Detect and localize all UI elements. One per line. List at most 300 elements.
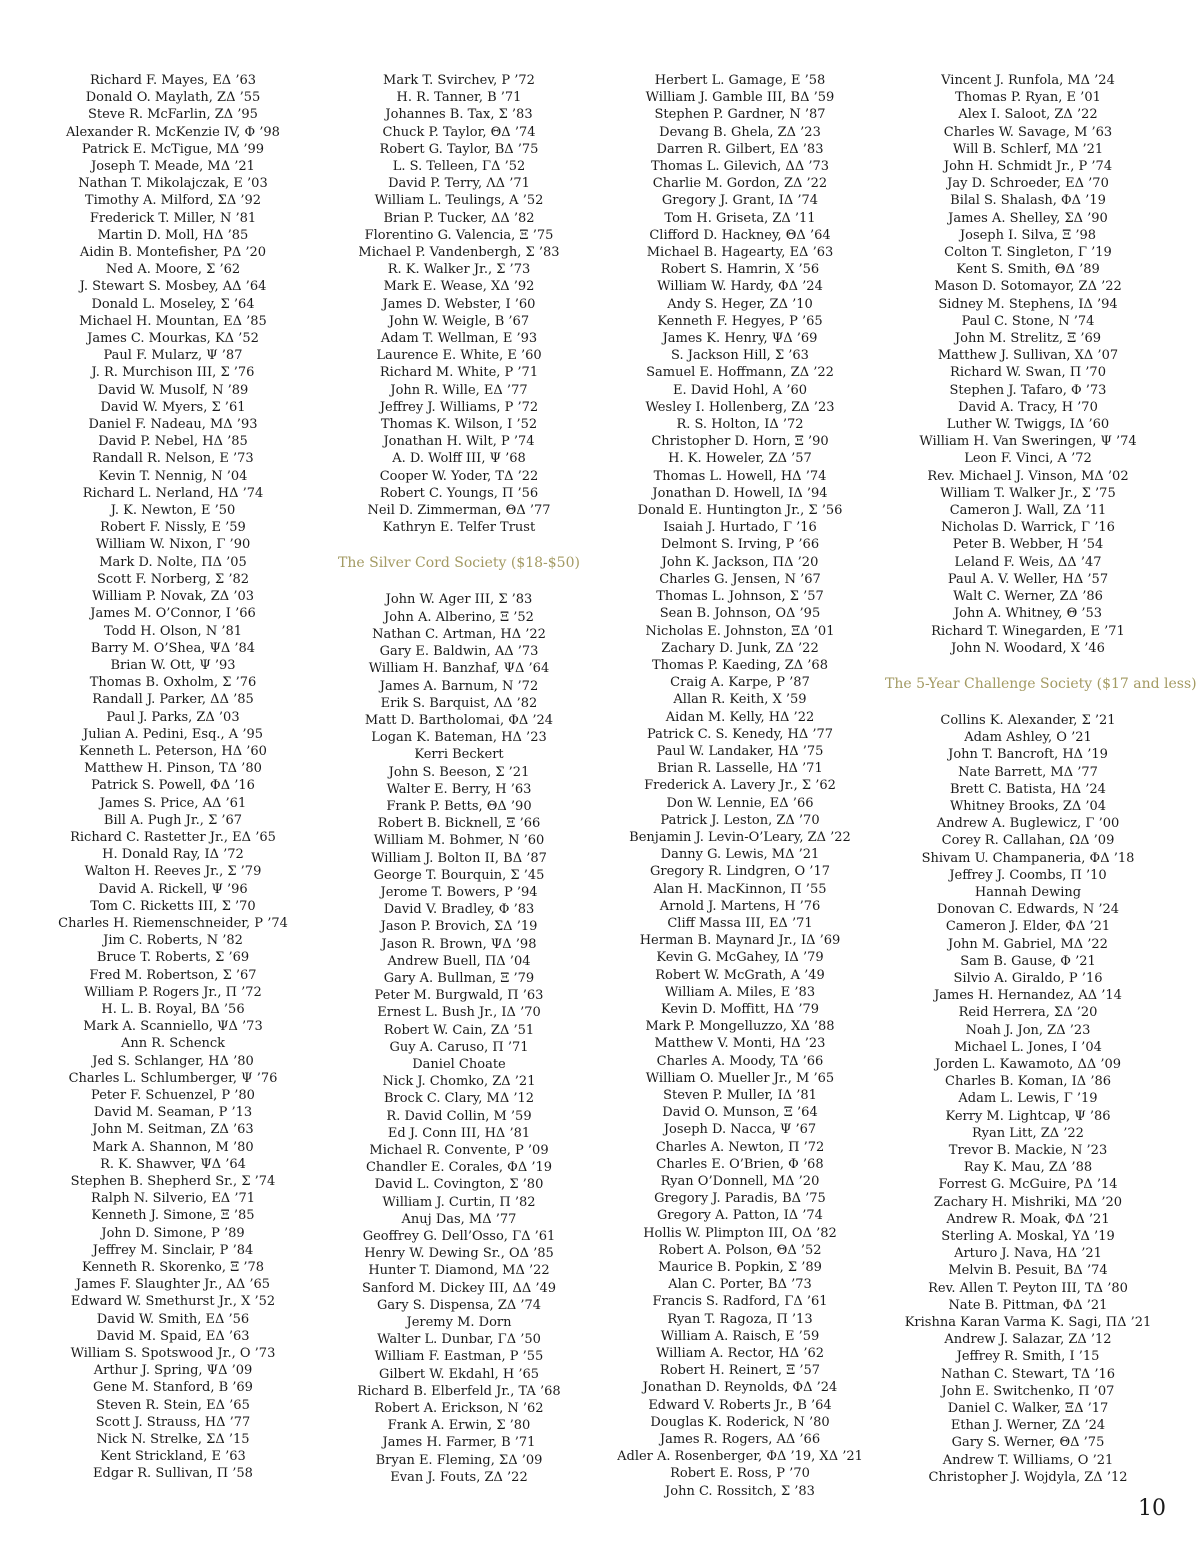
donor-name: Nicholas D. Warrick, Γ ’16 (941, 520, 1115, 536)
donor-name: Ed J. Conn III, HΔ ’81 (387, 1125, 531, 1141)
donor-name: Gregory J. Grant, IΔ ’74 (661, 193, 819, 209)
donor-name: John A. Whitney, Θ ’53 (953, 606, 1103, 622)
donor-name: Tom H. Griseta, ZΔ ’11 (664, 210, 816, 226)
donor-name: Ernest L. Bush Jr., IΔ ’70 (377, 1005, 541, 1021)
donor-name: Alan H. MacKinnon, Π ’55 (653, 881, 827, 897)
donor-name: Andrew R. Moak, ΦΔ ’21 (946, 1211, 1110, 1227)
donor-name: Francis S. Radford, ΓΔ ’61 (652, 1294, 828, 1310)
donor-name: Andrew Buell, ΠΔ ’04 (387, 953, 531, 969)
donor-name: Logan K. Bateman, HΔ ’23 (371, 730, 547, 746)
donor-name: James S. Price, AΔ ’61 (99, 795, 247, 811)
donor-name: Walter E. Berry, H ’63 (386, 781, 532, 797)
donor-name: William F. Eastman, P ’55 (374, 1349, 544, 1365)
donor-name: Clifford D. Hackney, ΘΔ ’64 (649, 227, 831, 243)
donor-name: Joseph T. Meade, MΔ ’21 (91, 159, 255, 175)
donor-name: Jeremy M. Dorn (406, 1315, 512, 1331)
donor-name: James H. Farmer, B ’71 (382, 1435, 536, 1451)
donor-name: Maurice B. Popkin, Σ ’89 (658, 1260, 822, 1276)
donor-name: Daniel Choate (412, 1056, 506, 1072)
donor-name: Arnold J. Martens, H ’76 (659, 898, 821, 914)
donor-name: Michael P. Vandenbergh, Σ ’83 (358, 245, 560, 261)
donor-name: Jeffrey J. Williams, P ’72 (379, 399, 539, 415)
donor-name: Kenneth F. Hegyes, P ’65 (657, 313, 823, 329)
donor-name: R. K. Shawver, ΨΔ ’64 (100, 1156, 246, 1172)
donor-name: Jason P. Brovich, ΣΔ ’19 (380, 919, 538, 935)
donor-name: Sidney M. Stephens, IΔ ’94 (938, 296, 1118, 312)
donor-name: Charles L. Schlumberger, Ψ ’76 (68, 1070, 278, 1086)
donor-name: David A. Rickell, Ψ ’96 (98, 881, 248, 897)
donor-name: James A. Shelley, ΣΔ ’90 (948, 210, 1108, 226)
donor-name: Steven P. Muller, IΔ ’81 (663, 1087, 817, 1103)
donor-name: Jim C. Roberts, N ’82 (103, 933, 243, 949)
donor-name: Chandler E. Corales, ΦΔ ’19 (365, 1160, 553, 1176)
donor-name: Thomas K. Wilson, I ’52 (380, 417, 538, 433)
donor-name: William O. Mueller Jr., M ’65 (645, 1070, 835, 1086)
donor-name: Robert A. Erickson, N ’62 (374, 1401, 544, 1417)
donor-name: Nick J. Chomko, ZΔ ’21 (382, 1074, 536, 1090)
donor-name: Robert F. Nissly, E ’59 (100, 520, 246, 536)
donor-name: Silvio A. Giraldo, P ’16 (953, 970, 1103, 986)
donor-name: Christopher D. Horn, Ξ ’90 (651, 434, 829, 450)
donor-name: R. S. Holton, IΔ ’72 (676, 417, 804, 433)
donor-name: Christopher J. Wojdyla, ZΔ ’12 (928, 1469, 1128, 1485)
donor-name: David W. Musolf, N ’89 (97, 382, 249, 398)
donor-name: Thomas L. Howell, HΔ ’74 (653, 468, 827, 484)
donor-name: Robert W. McGrath, A ’49 (655, 967, 825, 983)
donor-name: Edgar R. Sullivan, Π ’58 (93, 1466, 253, 1482)
donor-name: Ralph N. Silverio, EΔ ’71 (90, 1191, 256, 1207)
donor-name: Melvin B. Pesuit, BΔ ’74 (948, 1263, 1108, 1279)
donor-name: Corey R. Callahan, ΩΔ ’09 (941, 833, 1115, 849)
donor-name: Charles A. Newton, Π ’72 (655, 1139, 825, 1155)
donor-name: Whitney Brooks, ZΔ ’04 (949, 798, 1107, 814)
donor-name: Timothy A. Milford, ΣΔ ’92 (84, 193, 262, 209)
donor-name: David W. Myers, Σ ’61 (100, 399, 246, 415)
donor-name: Aidan M. Kelly, HΔ ’22 (665, 709, 815, 725)
donor-name: H. K. Howeler, ZΔ ’57 (668, 451, 812, 467)
donor-name: Jed S. Schlanger, HΔ ’80 (92, 1053, 254, 1069)
donor-name: Adler A. Rosenberger, ΦΔ ’19, XΔ ’21 (617, 1449, 863, 1465)
donor-name: Richard C. Rastetter Jr., EΔ ’65 (70, 829, 276, 845)
donor-name: Brian P. Tucker, ΔΔ ’82 (383, 210, 535, 226)
donor-name: Nathan C. Stewart, TΔ ’16 (941, 1366, 1115, 1382)
donor-name: Thomas P. Kaeding, ZΔ ’68 (652, 657, 828, 673)
donor-name: Leland F. Weis, ΔΔ ’47 (954, 554, 1102, 570)
donor-name: Nate Barrett, MΔ ’77 (958, 764, 1098, 780)
donor-name: John K. Jackson, ΠΔ ’20 (661, 554, 819, 570)
donor-name: Benjamin J. Levin-O’Leary, ZΔ ’22 (629, 829, 851, 845)
donor-name: Todd H. Olson, N ’81 (104, 623, 242, 639)
donor-name: Thomas B. Oxholm, Σ ’76 (89, 675, 257, 691)
donor-name: James A. Barnum, N ’72 (379, 678, 539, 694)
donor-name: David M. Seaman, P ’13 (93, 1105, 253, 1121)
donor-name: Colton T. Singleton, Γ ’19 (944, 245, 1112, 261)
donor-name: Charles H. Riemenschneider, P ’74 (58, 915, 288, 931)
donor-name: Jason R. Brown, ΨΔ ’98 (381, 936, 537, 952)
donor-name: Ann R. Schenck (120, 1036, 226, 1052)
donor-name: Gary S. Werner, ΘΔ ’75 (951, 1435, 1105, 1451)
donor-name: Evan J. Fouts, ZΔ ’22 (390, 1469, 528, 1485)
donor-name: Kerri Beckert (414, 747, 504, 763)
donor-name: J. R. Murchison III, Σ ’76 (91, 365, 255, 381)
donor-name: Frederick A. Lavery Jr., Σ ’62 (644, 778, 836, 794)
donor-name: William A. Miles, E ’83 (664, 984, 816, 1000)
donor-name: Michael L. Jones, I ’04 (954, 1039, 1102, 1055)
donor-name: Walter L. Dunbar, ΓΔ ’50 (377, 1332, 541, 1348)
donor-name: Jay D. Schroeder, EΔ ’70 (947, 176, 1109, 192)
donor-name: Kent S. Smith, ΘΔ ’89 (956, 262, 1100, 278)
donor-name: Kenneth J. Simone, Ξ ’85 (91, 1208, 255, 1224)
donor-name: Charles A. Moody, TΔ ’66 (656, 1053, 824, 1069)
donor-column-2 (335, 72, 583, 1486)
donor-name: Cooper W. Yoder, TΔ ’22 (379, 468, 539, 484)
donor-name: Mark T. Svirchev, P ’72 (383, 73, 535, 88)
donor-name: Bruce T. Roberts, Σ ’69 (96, 950, 250, 966)
donor-name: Gary E. Baldwin, AΔ ’73 (379, 644, 539, 660)
donor-name: Paul F. Mularz, Ψ ’87 (103, 348, 243, 364)
donor-name: John M. Seitman, ZΔ ’63 (92, 1122, 254, 1138)
donor-name: Mason D. Sotomayor, ZΔ ’22 (934, 279, 1122, 295)
donor-name: William H. Van Sweringen, Ψ ’74 (919, 434, 1137, 450)
donor-name: Robert H. Reinert, Ξ ’57 (659, 1363, 821, 1379)
donor-name: Daniel C. Walker, ΞΔ ’17 (947, 1401, 1109, 1417)
donor-name: David M. Spaid, EΔ ’63 (96, 1328, 250, 1344)
donor-name: Edward W. Smethurst Jr., X ’52 (70, 1294, 276, 1310)
donor-name: Matthew J. Sullivan, XΔ ’07 (937, 348, 1119, 364)
donor-list-col2-top (335, 72, 583, 536)
donor-name: Charles G. Jensen, N ’67 (659, 571, 821, 587)
donor-name: Arthur J. Spring, ΨΔ ’09 (93, 1363, 253, 1379)
donor-name: Alexander R. McKenzie IV, Φ ’98 (66, 124, 280, 140)
donor-name: Charles B. Koman, IΔ ’86 (945, 1074, 1111, 1090)
donor-name: John R. Wille, EΔ ’77 (390, 382, 528, 398)
donor-name: Gary S. Dispensa, ZΔ ’74 (376, 1297, 542, 1313)
donor-name: William M. Bohmer, N ’60 (373, 833, 545, 849)
donor-name: Martin D. Moll, HΔ ’85 (97, 227, 249, 243)
donor-name: R. K. Walker Jr., Σ ’73 (387, 262, 531, 278)
donor-name: Shivam U. Champaneria, ΦΔ ’18 (921, 850, 1135, 866)
donor-name: J. Stewart S. Mosbey, AΔ ’64 (79, 279, 267, 295)
donor-name: Zachary H. Mishriki, MΔ ’20 (933, 1194, 1123, 1210)
donor-name: John N. Woodard, X ’46 (951, 640, 1105, 656)
donor-name: Anuj Das, MΔ ’77 (401, 1211, 517, 1227)
donor-name: H. L. B. Royal, BΔ ’56 (101, 1001, 245, 1017)
donor-name: Jerome T. Bowers, P ’94 (380, 884, 538, 900)
donor-name: David P. Nebel, HΔ ’85 (98, 434, 248, 450)
donor-name: Frank A. Erwin, Σ ’80 (387, 1418, 531, 1434)
donor-name: William S. Spotswood Jr., O ’73 (70, 1346, 276, 1362)
donor-name: Peter B. Webber, H ’54 (952, 537, 1104, 553)
donor-name: Frederick T. Miller, N ’81 (89, 210, 257, 226)
donor-name: S. Jackson Hill, Σ ’63 (671, 348, 809, 364)
donor-name: Wesley I. Hollenberg, ZΔ ’23 (645, 399, 835, 415)
donor-name: John T. Bancroft, HΔ ’19 (948, 747, 1108, 763)
donor-name: Nathan T. Mikolajczak, E ’03 (78, 176, 268, 192)
donor-name: Nathan C. Artman, HΔ ’22 (372, 626, 546, 642)
donor-name: Stephen P. Gardner, N ’87 (654, 107, 826, 123)
donor-name: Randall J. Parker, ΔΔ ’85 (92, 692, 254, 708)
donor-name: H. R. Tanner, B ’71 (396, 90, 522, 106)
donor-name: Adam T. Wellman, E ’93 (380, 331, 538, 347)
donor-name: Richard M. White, P ’71 (379, 365, 539, 381)
donor-name: Kent Strickland, E ’63 (100, 1449, 246, 1465)
donor-name: John E. Switchenko, Π ’07 (941, 1383, 1115, 1399)
donor-name: John W. Ager III, Σ ’83 (385, 592, 533, 608)
donor-name: Brian R. Lasselle, HΔ ’71 (657, 761, 823, 777)
donor-name: Laurence E. White, E ’60 (376, 348, 542, 364)
five-year-challenge-society-heading: The 5-Year Challenge Society ($17 and less) (885, 675, 1197, 692)
donor-name: Cliff Massa III, EΔ ’71 (667, 915, 813, 931)
donor-name: Brian W. Ott, Ψ ’93 (110, 657, 236, 673)
donor-name: Will B. Schlerf, MΔ ’21 (952, 141, 1104, 157)
donor-name: William H. Banzhaf, ΨΔ ’64 (368, 661, 550, 677)
donor-name: Daniel F. Nadeau, MΔ ’93 (88, 417, 258, 433)
donor-name: Robert G. Taylor, BΔ ’75 (379, 141, 539, 157)
donor-name: Guy A. Caruso, Π ’71 (389, 1039, 529, 1055)
donor-name: Michael B. Hagearty, EΔ ’63 (646, 245, 834, 261)
donor-name: Florentino G. Valencia, Ξ ’75 (364, 227, 554, 243)
donor-name: Forrest G. McGuire, PΔ ’14 (938, 1177, 1118, 1193)
donor-name: James R. Rogers, AΔ ’66 (659, 1432, 821, 1448)
donor-name: John M. Gabriel, MΔ ’22 (948, 936, 1108, 952)
donor-name: Krishna Karan Varma K. Sagi, ΠΔ ’21 (904, 1315, 1152, 1331)
donor-list-col2-bottom (335, 591, 583, 1486)
donor-name: Gilbert W. Ekdahl, H ’65 (378, 1366, 540, 1382)
donor-name: Peter F. Schuenzel, P ’80 (91, 1087, 255, 1103)
donor-name: Brett C. Batista, HΔ ’24 (950, 781, 1106, 797)
donor-name: Gregory A. Patton, IΔ ’74 (657, 1208, 823, 1224)
donor-name: Mark A. Scanniello, ΨΔ ’73 (83, 1019, 263, 1035)
donor-name: Paul A. V. Weller, HΔ ’57 (947, 571, 1109, 587)
donor-name: Delmont S. Irving, P ’66 (660, 537, 820, 553)
donor-name: Charlie M. Gordon, ZΔ ’22 (652, 176, 828, 192)
donor-name: Robert W. Cain, ZΔ ’51 (383, 1022, 535, 1038)
donor-name: Darren R. Gilbert, EΔ ’83 (656, 141, 824, 157)
donor-name: Noah J. Jon, ZΔ ’23 (965, 1022, 1091, 1038)
silver-cord-society-heading: The Silver Cord Society ($18-$50) (338, 555, 580, 572)
donor-name: William W. Hardy, ΦΔ ’24 (657, 279, 823, 295)
donor-name: Jeffrey R. Smith, I ’15 (956, 1349, 1100, 1365)
donor-name: David L. Covington, Σ ’80 (374, 1177, 544, 1193)
donor-name: Kenneth R. Skorenko, Ξ ’78 (81, 1260, 265, 1276)
donor-name: Patrick J. Leston, ZΔ ’70 (660, 812, 820, 828)
donor-column-1 (48, 72, 298, 1483)
donor-name: William J. Curtin, Π ’82 (382, 1194, 536, 1210)
donor-name: L. S. Telleen, ΓΔ ’52 (392, 159, 526, 175)
donor-name: Stephen B. Shepherd Sr., Σ ’74 (70, 1174, 276, 1189)
donor-name: William W. Nixon, Γ ’90 (95, 537, 251, 553)
donor-name: Andy S. Heger, ZΔ ’10 (667, 296, 813, 312)
donor-name: Kerry M. Lightcap, Ψ ’86 (945, 1108, 1111, 1124)
donor-name: Gregory R. Lindgren, O ’17 (649, 864, 830, 880)
donor-column-4 (885, 72, 1197, 1486)
donor-name: Hunter T. Diamond, MΔ ’22 (368, 1263, 550, 1279)
donor-name: Devang B. Ghela, ZΔ ’23 (659, 124, 821, 140)
donor-name: Arturo J. Nava, HΔ ’21 (954, 1246, 1102, 1262)
donor-name: Richard T. Winegarden, E ’71 (931, 623, 1125, 639)
donor-name: Sterling A. Moskal, YΔ ’19 (941, 1229, 1115, 1244)
donor-name: Nicholas E. Johnston, ΞΔ ’01 (645, 623, 835, 639)
donor-name: John W. Weigle, B ’67 (388, 313, 530, 329)
donor-name: Gary A. Bullman, Ξ ’79 (383, 970, 535, 986)
donor-name: Leon F. Vinci, A ’72 (964, 451, 1092, 467)
donor-name: Don W. Lennie, EΔ ’66 (666, 795, 814, 811)
donor-name: Robert A. Polson, ΘΔ ’52 (658, 1242, 822, 1258)
donor-name: Charles E. O’Brien, Φ ’68 (656, 1156, 824, 1172)
donor-name: Michael R. Convente, P ’09 (369, 1142, 549, 1158)
donor-name: Kenneth L. Peterson, HΔ ’60 (79, 743, 267, 759)
donor-name: Mark E. Wease, XΔ ’92 (383, 279, 535, 295)
donor-name: E. David Hohl, A ’60 (672, 382, 808, 398)
donor-name: Ethan J. Werner, ZΔ ’24 (950, 1418, 1106, 1434)
donor-name: Donald L. Moseley, Σ ’64 (91, 296, 255, 312)
donor-name: Trevor B. Mackie, N ’23 (948, 1142, 1108, 1158)
donor-name: William A. Raisch, E ’59 (660, 1328, 820, 1344)
donor-name: Steven R. Stein, EΔ ’65 (96, 1397, 250, 1413)
donor-name: Kevin G. McGahey, IΔ ’79 (656, 950, 824, 966)
donor-name: Jeffrey M. Sinclair, P ’84 (92, 1242, 254, 1258)
donor-name: Bill A. Pugh Jr., Σ ’67 (103, 812, 243, 828)
donor-name: Zachary D. Junk, ZΔ ’22 (661, 640, 819, 656)
donor-name: Ryan T. Ragoza, Π ’13 (667, 1311, 813, 1327)
donor-name: John C. Rossitch, Σ ’83 (665, 1483, 815, 1499)
donor-name: John H. Schmidt Jr., P ’74 (943, 159, 1113, 175)
donor-name: James M. O’Connor, I ’66 (90, 606, 256, 622)
donor-name: Allan R. Keith, X ’59 (673, 692, 807, 708)
donor-name: Donovan C. Edwards, N ’24 (936, 902, 1120, 918)
donor-name: William J. Gamble III, BΔ ’59 (645, 90, 835, 106)
donor-name: Fred M. Robertson, Σ ’67 (89, 967, 257, 983)
donor-name: William P. Rogers Jr., Π ’72 (84, 984, 262, 1000)
donor-name: Erik S. Barquist, ΛΔ ’82 (380, 695, 538, 711)
donor-name: Ryan Litt, ZΔ ’22 (972, 1125, 1084, 1141)
donor-name: Robert E. Ross, P ’70 (670, 1466, 810, 1482)
donor-name: Andrew A. Buglewicz, Γ ’00 (936, 816, 1120, 832)
donor-name: George T. Bourquin, Σ ’45 (373, 867, 545, 883)
donor-name: Thomas P. Ryan, E ’01 (955, 90, 1101, 106)
donor-name: Matthew V. Monti, HΔ ’23 (654, 1036, 826, 1052)
donor-name: Walton H. Reeves Jr., Σ ’79 (84, 864, 262, 880)
donor-name: Scott F. Norberg, Σ ’82 (96, 571, 250, 587)
donor-name: Nick N. Strelke, ΣΔ ’15 (96, 1432, 250, 1448)
donor-name: John M. Strelitz, Ξ ’69 (954, 331, 1102, 347)
donor-name: Jonathan H. Wilt, P ’74 (383, 434, 535, 450)
donor-name: James F. Slaughter Jr., AΔ ’65 (75, 1277, 271, 1293)
donor-name: Aidin B. Montefisher, PΔ ’20 (79, 245, 267, 261)
donor-name: Mark P. Mongelluzzo, XΔ ’88 (645, 1019, 835, 1035)
donor-name: Jonathan D. Reynolds, ΦΔ ’24 (642, 1380, 838, 1396)
donor-name: Gregory J. Paradis, BΔ ’75 (654, 1191, 826, 1207)
donor-name: William P. Novak, ZΔ ’03 (91, 589, 255, 605)
donor-name: Steve R. McFarlin, ZΔ ’95 (88, 107, 258, 123)
donor-name: Craig A. Karpe, P ’87 (670, 675, 810, 691)
donor-name: Thomas L. Gilevich, ΔΔ ’73 (650, 159, 830, 175)
donor-name: Thomas L. Johnson, Σ ’57 (656, 589, 824, 605)
donor-name: Donald O. Maylath, ZΔ ’55 (85, 90, 261, 106)
donor-name: Robert C. Youngs, Π ’56 (379, 485, 539, 501)
donor-name: James C. Mourkas, KΔ ’52 (87, 331, 259, 347)
donor-name: Mark A. Shannon, M ’80 (92, 1139, 254, 1155)
donor-name: Herbert L. Gamage, E ’58 (654, 73, 826, 88)
donor-name: Danny G. Lewis, MΔ ’21 (660, 847, 820, 863)
donor-name: Reid Herrera, ΣΔ ’20 (958, 1005, 1098, 1021)
donor-name: John S. Beeson, Σ ’21 (388, 764, 530, 780)
donor-name: Nate B. Pittman, ΦΔ ’21 (948, 1297, 1108, 1313)
donor-name: Patrick E. McTigue, MΔ ’99 (81, 141, 265, 157)
donor-name: Ray K. Mau, ZΔ ’88 (963, 1160, 1093, 1176)
donor-name: William J. Bolton II, BΔ ’87 (371, 850, 547, 866)
donor-name: William A. Rector, HΔ ’62 (655, 1346, 825, 1362)
page-number: 10 (1138, 1496, 1166, 1521)
donor-name: R. David Collin, M ’59 (386, 1108, 532, 1124)
donor-name: Alex I. Saloot, ZΔ ’22 (958, 107, 1098, 123)
donor-name: David P. Terry, ΛΔ ’71 (388, 176, 530, 192)
donor-name: James H. Hernandez, AΔ ’14 (934, 988, 1122, 1004)
donor-name: Kathryn E. Telfer Trust (382, 520, 536, 536)
donor-name: Geoffrey G. Dell’Osso, ΓΔ ’61 (362, 1229, 556, 1244)
donor-name: Joseph I. Silva, Ξ ’98 (959, 227, 1097, 243)
donor-name: Andrew T. Williams, O ’21 (942, 1452, 1114, 1468)
donor-list-col4-bottom (885, 712, 1171, 1486)
donor-name: Gene M. Stanford, B ’69 (93, 1380, 253, 1396)
donor-name: Hannah Dewing (974, 884, 1082, 900)
donor-name: Adam L. Lewis, Γ ’19 (958, 1091, 1098, 1107)
donor-name: Matt D. Bartholomai, ΦΔ ’24 (364, 712, 554, 728)
donor-name: Walt C. Werner, ZΔ ’86 (953, 589, 1103, 605)
donor-name: Bryan E. Fleming, ΣΔ ’09 (375, 1452, 543, 1468)
donor-name: Donald E. Huntington Jr., Σ ’56 (637, 503, 843, 519)
donor-name: Scott J. Strauss, HΔ ’77 (95, 1414, 251, 1430)
donor-name: H. Donald Ray, IΔ ’72 (102, 847, 244, 863)
donor-name: Mark D. Nolte, ΠΔ ’05 (99, 554, 247, 570)
donor-name: Charles W. Savage, M ’63 (943, 124, 1113, 140)
donor-name: John D. Simone, P ’89 (101, 1225, 245, 1241)
donor-name: Paul C. Stone, N ’74 (961, 313, 1095, 329)
donor-name: James D. Webster, I ’60 (382, 296, 536, 312)
donor-name: Bilal S. Shalash, ΦΔ ’19 (950, 193, 1106, 209)
donor-name: William L. Teulings, A ’52 (374, 193, 544, 209)
donor-name: Robert B. Bicknell, Ξ ’66 (377, 816, 541, 832)
donor-name: A. D. Wolff III, Ψ ’68 (392, 451, 526, 467)
donor-list-col4-top (885, 72, 1171, 657)
donor-name: J. K. Newton, E ’50 (110, 503, 236, 519)
donor-name: Kevin T. Nennig, N ’04 (98, 468, 248, 484)
donor-name: Jonathan D. Howell, IΔ ’94 (652, 485, 828, 501)
donor-name: Stephen J. Tafaro, Φ ’73 (949, 382, 1107, 398)
donor-name: Richard W. Swan, Π ’70 (950, 365, 1106, 381)
donor-name: Edward V. Roberts Jr., B ’64 (648, 1397, 832, 1413)
donor-name: Joseph D. Nacca, Ψ ’67 (663, 1122, 817, 1138)
donor-name: Sam B. Gause, Φ ’21 (960, 953, 1096, 969)
donor-name: Kevin D. Moffitt, HΔ ’79 (660, 1001, 820, 1017)
donor-name: Paul W. Landaker, HΔ ’75 (656, 743, 824, 759)
donor-name: Richard F. Mayes, EΔ ’63 (90, 73, 256, 88)
donor-name: Sean B. Johnson, OΔ ’95 (659, 606, 821, 622)
donor-name: Samuel E. Hoffmann, ZΔ ’22 (646, 365, 834, 381)
donor-name: David A. Tracy, H ’70 (958, 399, 1098, 415)
donor-name: Cameron J. Wall, ZΔ ’11 (949, 503, 1107, 519)
donor-name: Richard L. Nerland, HΔ ’74 (82, 485, 264, 501)
donor-name: Jeffrey J. Coombs, Π ’10 (949, 867, 1107, 883)
donor-name: James K. Henry, ΨΔ ’69 (662, 331, 818, 347)
donor-name: David V. Bradley, Φ ’83 (383, 902, 535, 918)
donor-name: Cameron J. Elder, ΦΔ ’21 (945, 919, 1111, 935)
donor-name: Tom C. Ricketts III, Σ ’70 (90, 898, 256, 914)
donor-name: Ned A. Moore, Σ ’62 (105, 262, 241, 278)
donor-name: David W. Smith, EΔ ’56 (96, 1311, 250, 1327)
donor-name: Chuck P. Taylor, ΘΔ ’74 (382, 124, 536, 140)
donor-name: Richard B. Elberfeld Jr., TA ’68 (357, 1383, 561, 1399)
